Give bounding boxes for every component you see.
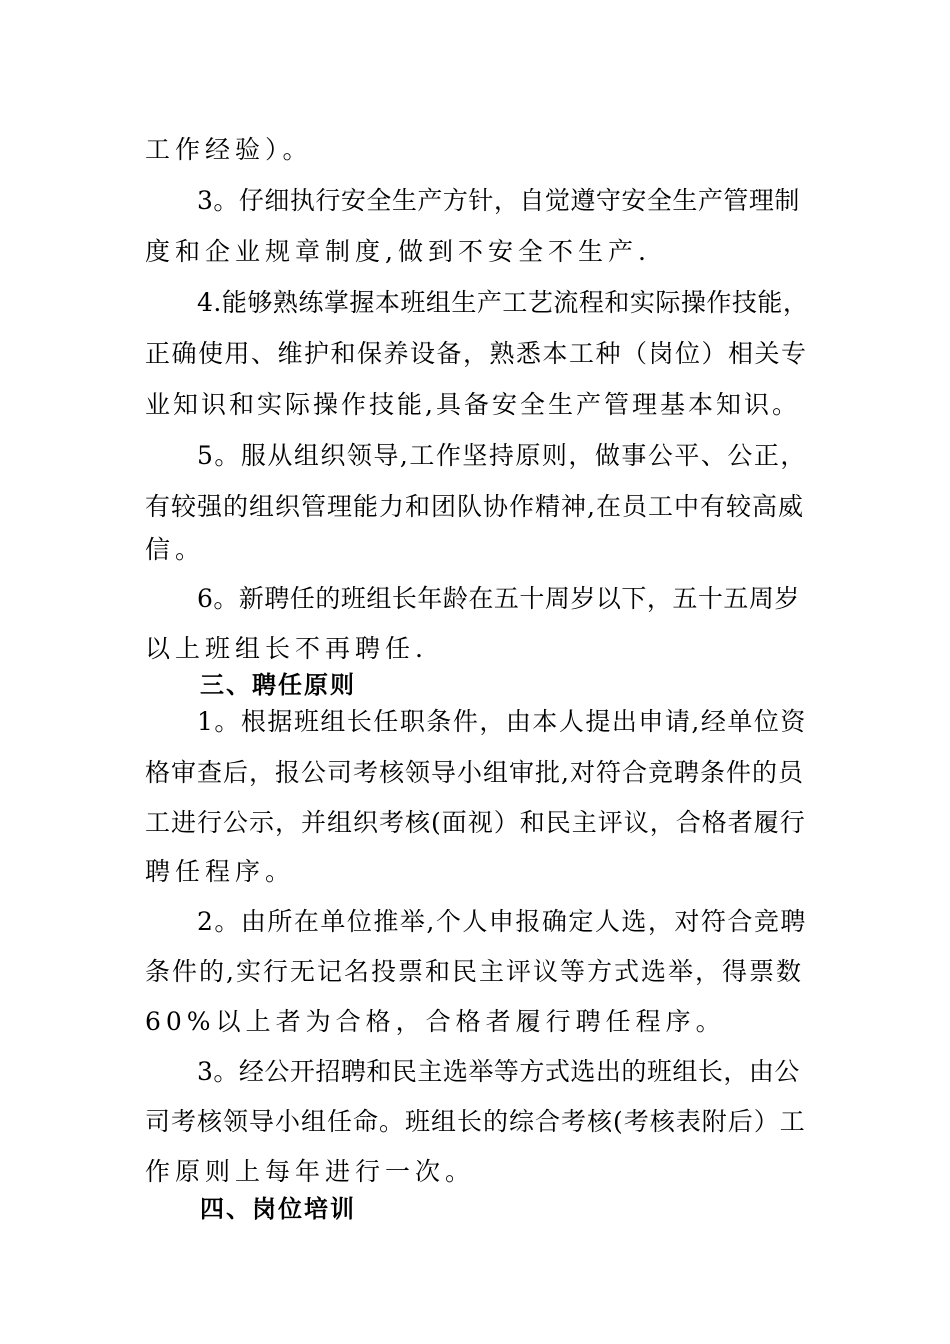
text-line: 4.能够熟练掌握本班组生产工艺流程和实际操作技能， — [197, 288, 809, 317]
text-line: 业知识和实际操作技能,具备安全生产管理基本知识。 — [145, 390, 800, 419]
text-line: 工进行公示，并组织考核(面视）和民主评议，合格者履行 — [145, 808, 806, 837]
text-line: 条件的,实行无记名投票和民主评议等方式选举，得票数 — [145, 957, 803, 986]
text-line: 聘任程序。 — [145, 857, 296, 886]
text-line: 格审查后，报公司考核领导小组审批,对符合竞聘条件的员 — [145, 758, 804, 787]
text-line: 度和企业规章制度,做到不安全不生产. — [145, 237, 651, 266]
text-line: 2。由所在单位推举,个人申报确定人选，对符合竞聘 — [197, 907, 807, 936]
text-line: 3。经公开招聘和民主选举等方式选出的班组长，由公 — [197, 1057, 800, 1086]
text-line: 正确使用、维护和保养设备，熟悉本工种（岗位）相关专 — [145, 339, 808, 368]
text-line: 以上班组长不再聘任. — [145, 634, 428, 663]
section-heading: 四、岗位培训 — [200, 1195, 356, 1223]
text-line: 有较强的组织管理能力和团队协作精神,在员工中有较高威 — [145, 492, 804, 521]
text-line: 6。新聘任的班组长年龄在五十周岁以下，五十五周岁 — [197, 584, 800, 613]
text-line: 信。 — [145, 535, 206, 564]
text-line: 作原则上每年进行一次。 — [145, 1157, 476, 1186]
text-line: 3。仔细执行安全生产方针，自觉遵守安全生产管理制 — [197, 186, 800, 215]
text-line: 5。服从组织领导,工作坚持原则，做事公平、公正， — [197, 441, 807, 470]
text-line: 1。根据班组长任职条件，由本人提出申请,经单位资 — [197, 707, 807, 736]
text-line: 司考核领导小组任命。班组长的综合考核(考核表附后）工 — [145, 1107, 806, 1136]
text-line: 60%以上者为合格，合格者履行聘任程序。 — [145, 1007, 726, 1036]
text-line: 工作经验）。 — [145, 135, 313, 164]
section-heading: 三、聘任原则 — [200, 671, 356, 699]
